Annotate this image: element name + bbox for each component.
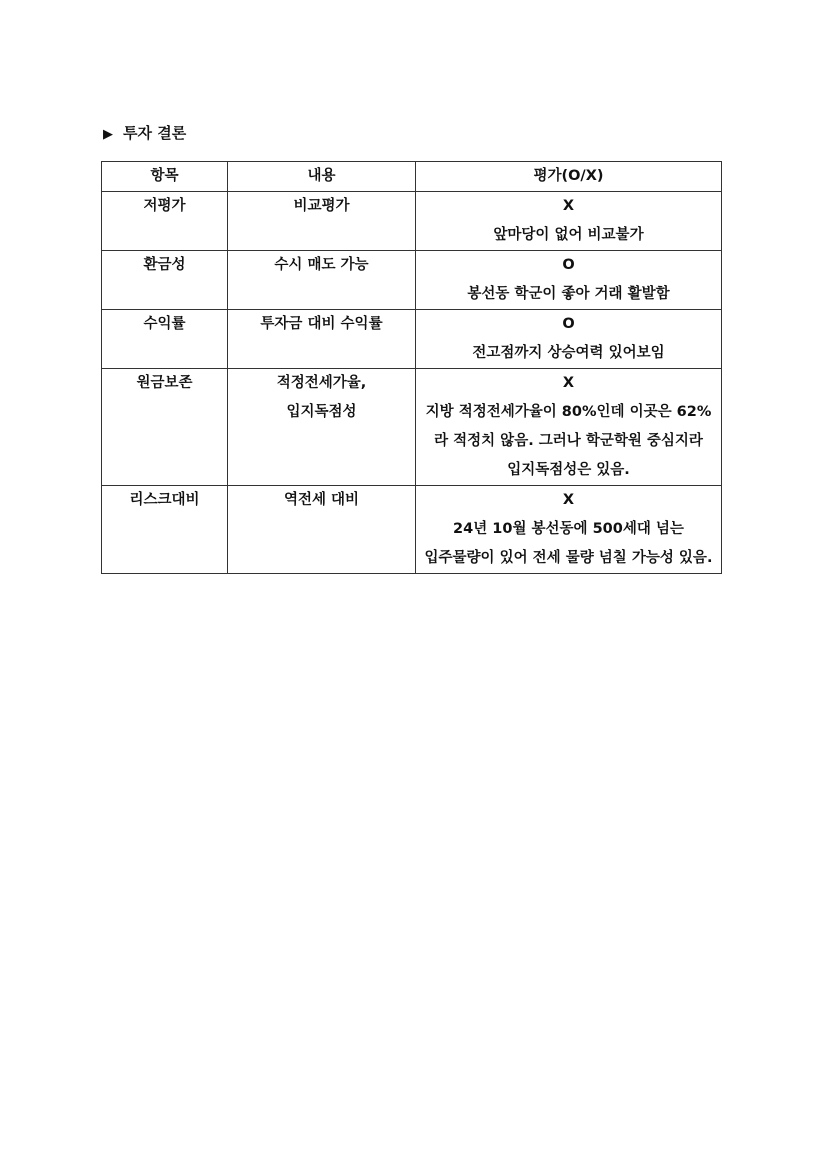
triangle-bullet-icon: ▶ [103, 127, 113, 142]
evaluation-text: 앞마당이 없어 비교불가 [493, 227, 644, 243]
row-evaluation [416, 486, 722, 574]
header-content: 내용 [228, 162, 416, 192]
row-item: 원금보존 [102, 369, 228, 486]
table-row [102, 251, 722, 310]
investment-conclusion-table [101, 161, 722, 574]
evaluation-mark: X [562, 375, 575, 391]
evaluation-mark: O [562, 257, 575, 273]
table-row [102, 310, 722, 369]
row-content: 수시 매도 가능 [228, 251, 416, 310]
table-row [102, 192, 722, 251]
evaluation-text: 24년 10월 봉선동에 500세대 넘는 입주물량이 있어 전세 물량 넘칠 가능성 있음. [424, 521, 713, 566]
row-item: 환금성 [102, 251, 228, 310]
row-evaluation [416, 310, 722, 369]
section-title [103, 122, 186, 146]
evaluation-text: 전고점까지 상승여력 있어보임 [472, 345, 665, 361]
evaluation-mark: X [562, 492, 575, 508]
evaluation-text: 봉선동 학군이 좋아 거래 활발함 [467, 286, 670, 302]
row-evaluation [416, 251, 722, 310]
evaluation-text: 지방 적정전세가율이 80%인데 이곳은 62%라 적정치 않음. 그러나 학군학원 중심지라 입지독점성은 있음. [425, 404, 712, 478]
row-evaluation [416, 369, 722, 486]
table-row [102, 486, 722, 574]
header-evaluation: 평가(O/X) [416, 162, 722, 192]
table-header-row [102, 162, 722, 192]
row-content: 투자금 대비 수익률 [228, 310, 416, 369]
table-row [102, 369, 722, 486]
row-content: 역전세 대비 [228, 486, 416, 574]
evaluation-mark: O [562, 316, 575, 332]
row-content: 적정전세가율, 입지독점성 [228, 369, 416, 486]
row-content: 비교평가 [228, 192, 416, 251]
section-title-text: 투자 결론 [123, 124, 187, 142]
row-evaluation [416, 192, 722, 251]
evaluation-mark: X [562, 198, 575, 214]
header-item: 항목 [102, 162, 228, 192]
row-item: 리스크대비 [102, 486, 228, 574]
row-item: 저평가 [102, 192, 228, 251]
row-item: 수익률 [102, 310, 228, 369]
